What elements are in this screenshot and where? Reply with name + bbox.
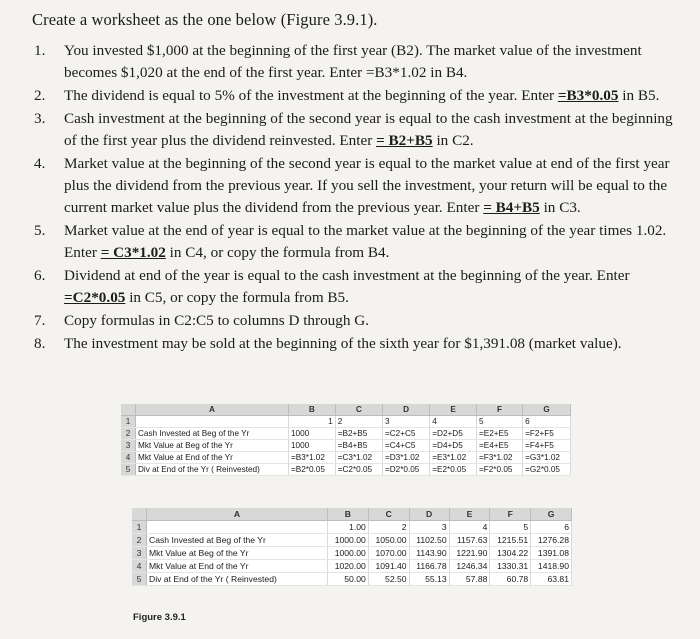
- cell: =F4+F5: [523, 440, 571, 452]
- step-text: The investment may be sold at the beginning of the sixth year for $1,391.08 (market value).: [64, 335, 622, 352]
- step-formula: = B4+B5: [483, 199, 540, 216]
- step-number: 2.: [34, 87, 46, 104]
- cell: 1330.31: [490, 560, 531, 573]
- step-4: [34, 153, 674, 219]
- figure-caption: Figure 3.9.1: [133, 612, 186, 623]
- cell: 1000: [289, 428, 336, 440]
- column-header-row: [132, 508, 572, 521]
- step-text: The dividend is equal to 5% of the investment at the beginning of the year. Enter: [64, 87, 558, 104]
- cell: =C4+C5: [382, 440, 429, 452]
- sheet-row: [132, 534, 572, 547]
- step-3: [34, 108, 674, 152]
- cell: =D2+D5: [430, 428, 477, 440]
- step-number: 8.: [34, 335, 46, 352]
- step-text: Cash investment at the beginning of the second year is equal to the cash investment at the beginning of the first year plus the dividend reinvested. Enter: [64, 110, 673, 149]
- cell: 1000.00: [328, 547, 369, 560]
- cell: 3: [409, 521, 449, 534]
- cell: 57.88: [449, 573, 490, 586]
- sheet-row: [121, 416, 571, 428]
- sheet-row: [132, 521, 572, 534]
- cell: =C3*1.02: [335, 452, 382, 464]
- cell: Mkt Value at Beg of the Yr: [136, 440, 289, 452]
- cell: =G3*1.02: [523, 452, 571, 464]
- step-number: 4.: [34, 155, 46, 172]
- cell: [147, 521, 328, 534]
- cell: 55.13: [409, 573, 449, 586]
- cell: 6: [523, 416, 571, 428]
- cell: =G2*0.05: [523, 464, 571, 476]
- values-sheet: [132, 508, 572, 586]
- cell: 1020.00: [328, 560, 369, 573]
- sheet-row: [132, 560, 572, 573]
- cell: 1143.90: [409, 547, 449, 560]
- cell: 3: [382, 416, 429, 428]
- column-header: B: [328, 508, 369, 521]
- step-number: 1.: [34, 42, 46, 59]
- cell: 1050.00: [368, 534, 409, 547]
- cell: 1276.28: [531, 534, 572, 547]
- step-text-end: in C5, or copy the formula from B5.: [125, 289, 349, 306]
- corner-cell: [132, 508, 147, 521]
- cell: Mkt Value at Beg of the Yr: [147, 547, 328, 560]
- cell: 1246.34: [449, 560, 490, 573]
- cell: 5: [490, 521, 531, 534]
- instruction-list: [34, 40, 674, 356]
- cell: 6: [531, 521, 572, 534]
- step-7: [34, 310, 674, 332]
- step-number: 7.: [34, 312, 46, 329]
- column-header: G: [531, 508, 572, 521]
- cell: 1000.00: [328, 534, 369, 547]
- row-number: 1: [132, 521, 147, 534]
- cell: =D2*0.05: [382, 464, 429, 476]
- cell: Mkt Value at End of the Yr: [136, 452, 289, 464]
- row-number: 5: [121, 464, 136, 476]
- cell: 1391.08: [531, 547, 572, 560]
- cell: =F3*1.02: [476, 452, 522, 464]
- row-number: 4: [132, 560, 147, 573]
- step-number: 5.: [34, 222, 46, 239]
- formula-sheet: [121, 404, 571, 476]
- cell: 1091.40: [368, 560, 409, 573]
- cell: 4: [430, 416, 477, 428]
- row-number: 5: [132, 573, 147, 586]
- step-formula: = C3*1.02: [100, 244, 166, 261]
- column-header: B: [289, 404, 336, 416]
- cell: Div at End of the Yr ( Reinvested): [147, 573, 328, 586]
- cell: =F2*0.05: [476, 464, 522, 476]
- cell: 1157.63: [449, 534, 490, 547]
- column-header: C: [335, 404, 382, 416]
- cell: 63.81: [531, 573, 572, 586]
- cell: 1070.00: [368, 547, 409, 560]
- step-text-end: in C3.: [539, 199, 581, 216]
- column-header: A: [136, 404, 289, 416]
- cell: 1304.22: [490, 547, 531, 560]
- step-formula: =B3*0.05: [557, 87, 619, 104]
- step-5: [34, 220, 674, 264]
- cell: =B2+B5: [335, 428, 382, 440]
- row-number: 4: [121, 452, 136, 464]
- step-formula: = B2+B5: [376, 132, 433, 149]
- cell: Cash Invested at Beg of the Yr: [136, 428, 289, 440]
- row-number: 1: [121, 416, 136, 428]
- cell: 1.00: [328, 521, 369, 534]
- cell: =D4+D5: [430, 440, 477, 452]
- step-8: [34, 333, 674, 355]
- sheet-row: [132, 547, 572, 560]
- sheet-row: [121, 464, 571, 476]
- cell: =E3*1.02: [430, 452, 477, 464]
- column-header: A: [147, 508, 328, 521]
- step-text: Market value at the end of year is equal to the market value at the beginning of the year times 1.02. Enter: [64, 222, 667, 261]
- cell: =B2*0.05: [289, 464, 336, 476]
- cell: Div at End of the Yr ( Reinvested): [136, 464, 289, 476]
- row-number: 3: [121, 440, 136, 452]
- cell: 52.50: [368, 573, 409, 586]
- step-text: Dividend at end of the year is equal to the cash investment at the beginning of the year. Enter: [64, 267, 630, 284]
- cell: 50.00: [328, 573, 369, 586]
- sheet-row: [121, 428, 571, 440]
- cell: 1000: [289, 440, 336, 452]
- column-header: D: [382, 404, 429, 416]
- cell: =D3*1.02: [382, 452, 429, 464]
- step-text-end: in C2.: [432, 132, 474, 149]
- step-text: Market value at the beginning of the second year is equal to the market value at end of the first year plus the dividend from the previous year. If you sell the investment, your return will be equal to the current market value plus the dividend from the previous year. Enter: [64, 155, 670, 216]
- sheet-row: [121, 440, 571, 452]
- cell: =E2+E5: [476, 428, 522, 440]
- step-6: [34, 265, 674, 309]
- cell: 2: [335, 416, 382, 428]
- sheet-row: [132, 573, 572, 586]
- step-formula: =C2*0.05: [64, 289, 126, 306]
- cell: 1: [289, 416, 336, 428]
- step-text: You invested $1,000 at the beginning of the first year (B2). The market value of the investment becomes $1,020 at the end of the first year. Enter =B3*1.02 in B4.: [64, 42, 642, 81]
- cell: 1418.90: [531, 560, 572, 573]
- row-number: 2: [121, 428, 136, 440]
- column-header-row: [121, 404, 571, 416]
- cell: 5: [476, 416, 522, 428]
- step-number: 3.: [34, 110, 46, 127]
- cell: 1215.51: [490, 534, 531, 547]
- cell: =E2*0.05: [430, 464, 477, 476]
- column-header: G: [523, 404, 571, 416]
- corner-cell: [121, 404, 136, 416]
- cell: =E4+E5: [476, 440, 522, 452]
- cell: =F2+F5: [523, 428, 571, 440]
- cell: 1166.78: [409, 560, 449, 573]
- cell: =C2+C5: [382, 428, 429, 440]
- cell: 1102.50: [409, 534, 449, 547]
- page-title: Create a worksheet as the one below (Figure 3.9.1).: [32, 10, 378, 29]
- cell: 60.78: [490, 573, 531, 586]
- cell: =C2*0.05: [335, 464, 382, 476]
- column-header: C: [368, 508, 409, 521]
- row-number: 2: [132, 534, 147, 547]
- cell: [136, 416, 289, 428]
- step-text: Copy formulas in C2:C5 to columns D through G.: [64, 312, 370, 329]
- cell: 1221.90: [449, 547, 490, 560]
- step-1: [34, 40, 674, 84]
- row-number: 3: [132, 547, 147, 560]
- column-header: D: [409, 508, 449, 521]
- cell: Mkt Value at End of the Yr: [147, 560, 328, 573]
- step-text-end: in B5.: [618, 87, 660, 104]
- step-2: [34, 85, 674, 107]
- column-header: F: [490, 508, 531, 521]
- cell: =B3*1.02: [289, 452, 336, 464]
- cell: =B4+B5: [335, 440, 382, 452]
- column-header: F: [476, 404, 522, 416]
- cell: 2: [368, 521, 409, 534]
- sheet-row: [121, 452, 571, 464]
- cell: 4: [449, 521, 490, 534]
- step-text-end: in C4, or copy the formula from B4.: [165, 244, 390, 261]
- step-number: 6.: [34, 267, 46, 284]
- column-header: E: [449, 508, 490, 521]
- cell: Cash Invested at Beg of the Yr: [147, 534, 328, 547]
- column-header: E: [430, 404, 477, 416]
